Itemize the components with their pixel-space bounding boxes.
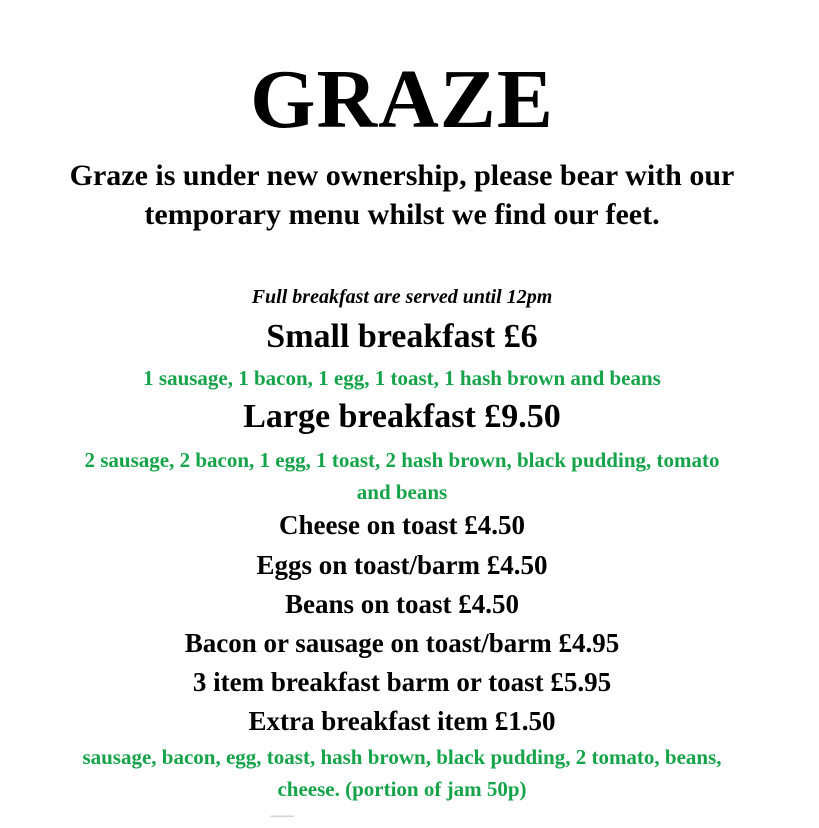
serving-time-note: Full breakfast are served until 12pm	[251, 286, 553, 308]
menu-item-beans-on-toast: Beans on toast £4.50	[284, 589, 520, 619]
menu-item-eggs-on-toast: Eggs on toast/barm £4.50	[256, 550, 548, 580]
menu-item-extra-breakfast-item-description: sausage, bacon, egg, toast, hash brown, black pudding, 2 tomato, beans, cheese. (portion of jam 50p)	[82, 745, 722, 801]
menu-item-bacon-or-sausage: Bacon or sausage on toast/barm £4.95	[184, 628, 620, 658]
menu-item-large-breakfast-description: 2 sausage, 2 bacon, 1 egg, 1 toast, 2 hash brown, black pudding, tomato and beans	[84, 448, 720, 504]
faint-mark-decoration: ▔▔▔	[270, 817, 294, 828]
menu-item-extra-breakfast-item: Extra breakfast item £1.50	[248, 706, 556, 736]
menu-item-large-breakfast: Large breakfast £9.50	[243, 398, 561, 435]
menu-item-cheese-on-toast: Cheese on toast £4.50	[279, 510, 525, 540]
menu-item-3-item-breakfast: 3 item breakfast barm or toast £5.95	[192, 667, 612, 697]
menu-item-small-breakfast: Small breakfast £6	[266, 318, 538, 355]
menu-title: GRAZE	[250, 53, 554, 146]
ownership-notice: Graze is under new ownership, please bear with our temporary menu whilst we find our feet.	[69, 159, 735, 231]
menu-item-small-breakfast-description: 1 sausage, 1 bacon, 1 egg, 1 toast, 1 hash brown and beans	[143, 366, 661, 390]
